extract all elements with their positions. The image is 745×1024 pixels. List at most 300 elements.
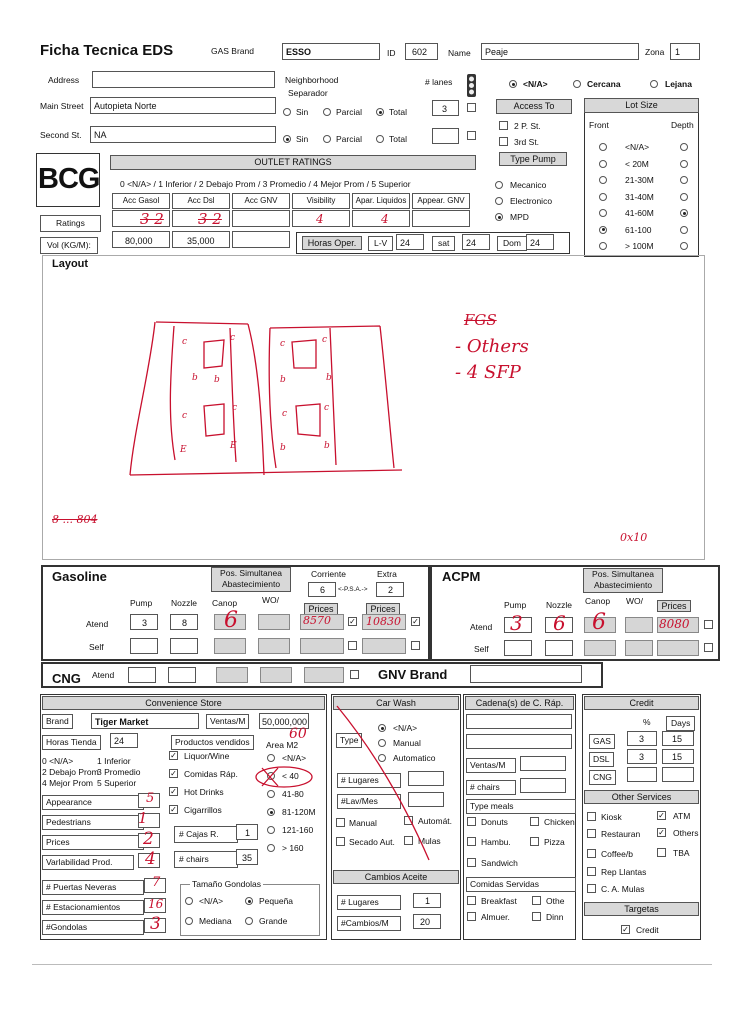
second-parcial-label: Parcial: [336, 134, 362, 144]
pizza-label: Pizza: [544, 837, 565, 847]
cambios-lugares-field[interactable]: 1: [413, 893, 441, 908]
svg-text:c: c: [324, 403, 330, 413]
credit-dsl-days[interactable]: 15: [662, 749, 694, 764]
sandwich-checkbox[interactable]: [467, 858, 476, 867]
mpd-radio[interactable]: [495, 213, 503, 221]
name-field[interactable]: Peaje: [481, 43, 639, 60]
cadena-name-field-2[interactable]: [466, 734, 572, 749]
dinn-label: Dinn: [546, 912, 564, 922]
svg-text:b: b: [324, 441, 330, 451]
chicken-label: Chicken: [544, 817, 575, 827]
area-label: Area M2: [266, 740, 299, 750]
layout-title: Layout: [52, 258, 89, 270]
puertas-label: # Puertas Neveras: [42, 880, 144, 895]
horas-tienda-label: Horas Tienda: [42, 735, 101, 750]
credit-gas-days[interactable]: 15: [662, 731, 694, 746]
cng-title: CNG: [52, 671, 81, 686]
acpm-nozzle-label: Nozzle: [546, 600, 572, 610]
product-label: Liquor/Wine: [184, 751, 230, 761]
main-total-label: Total: [389, 107, 407, 117]
chicken-checkbox[interactable]: [530, 817, 539, 826]
acpm-title: ACPM: [442, 569, 481, 584]
hw-acpm-price: 8080: [659, 617, 690, 631]
gas-wo-label: WO/: [262, 595, 279, 605]
almuer-checkbox[interactable]: [467, 912, 476, 921]
others-checkbox[interactable]: ✓: [658, 828, 665, 837]
coffee-label: Coffee/b: [601, 849, 633, 859]
rep-llantas-label: Rep Llantas: [601, 867, 647, 877]
hw-gondolas: 3: [150, 914, 161, 934]
separador-label: Separador: [288, 88, 328, 98]
rating-col-header: Appear. GNV: [412, 193, 470, 209]
hw-acpm-pump: 3: [510, 611, 523, 635]
rating-col-header: Apar. Liquidos: [352, 193, 410, 209]
gas-atend-nozzle[interactable]: 8: [170, 614, 198, 630]
area-radio[interactable]: [267, 844, 275, 852]
gas-prices-header-2: Prices: [366, 603, 400, 615]
mecanico-radio[interactable]: [495, 181, 503, 189]
donuts-checkbox[interactable]: [467, 817, 476, 826]
credit-cng-label: CNG: [589, 770, 616, 785]
extra-field[interactable]: 2: [376, 582, 404, 597]
lejana-radio[interactable]: [650, 80, 658, 88]
hw-appearance: 5: [146, 791, 155, 806]
corriente-label: Corriente: [311, 569, 346, 579]
product-checkbox[interactable]: ✓: [170, 769, 177, 778]
main-street-label: Main Street: [40, 101, 84, 111]
gas-atend-label: Atend: [86, 619, 109, 629]
second-lanes-field[interactable]: [432, 128, 459, 144]
id-field[interactable]: 602: [405, 43, 438, 60]
hw-puertas: 7: [152, 875, 161, 890]
gas-atend-pump[interactable]: 3: [130, 614, 158, 630]
lot-front-radio[interactable]: [599, 143, 607, 151]
svg-text:b: b: [280, 443, 286, 453]
zona-label: Zona: [645, 47, 665, 57]
bcg-logo: BCG: [38, 163, 100, 195]
acpm-self-label: Self: [474, 644, 489, 654]
acpm-atend-label: Atend: [470, 622, 493, 632]
neighborhood-label: Neighborhood: [285, 75, 339, 85]
hw-gas-price-2: 10830: [366, 615, 401, 628]
atm-label: ATM: [673, 811, 691, 821]
grande-radio[interactable]: [245, 917, 253, 925]
acpm-self-pump[interactable]: [504, 640, 532, 656]
proximity-na-radio[interactable]: [509, 80, 517, 88]
access-2pst-checkbox[interactable]: [499, 121, 508, 130]
lot-depth-radio[interactable]: [680, 160, 688, 168]
area-radio[interactable]: [267, 808, 275, 816]
area-option-label: 121-160: [282, 825, 314, 835]
gasoline-title: Gasoline: [52, 569, 107, 584]
address-label: Address: [48, 75, 80, 85]
svg-text:c: c: [182, 337, 188, 347]
carwash-manual-label: Manual: [393, 738, 421, 748]
pizza-checkbox[interactable]: [530, 837, 539, 846]
days-label: Days: [666, 716, 695, 731]
credit-gas-label: GAS: [589, 734, 615, 749]
atm-checkbox[interactable]: ✓: [658, 811, 665, 820]
store-header: Convenience Store: [42, 696, 325, 710]
access-to-header: Access To: [496, 99, 572, 114]
lot-size-label: 21-30M: [625, 175, 654, 185]
vol-dsl-field[interactable]: 35,000: [172, 231, 230, 248]
name-label: Name: [448, 48, 471, 58]
area-radio[interactable]: [267, 754, 275, 762]
lejana-label: Lejana: [665, 79, 692, 89]
gas-brand-field[interactable]: ESSO: [282, 43, 380, 60]
hw-prices: 2: [143, 829, 154, 849]
lot-size-label: 31-40M: [625, 191, 654, 202]
access-3rd-checkbox[interactable]: [499, 137, 508, 146]
carwash-lav-label: #Lav/Mes: [337, 794, 401, 809]
proximity-na-label: <N/A>: [523, 79, 548, 89]
acpm-atend-wo[interactable]: [625, 617, 653, 633]
credit-card-label: Credit: [636, 925, 659, 935]
kiosk-label: Kiosk: [601, 812, 622, 822]
dom-field[interactable]: 24: [526, 234, 554, 250]
pct-label: %: [643, 717, 651, 727]
carwash-lugares-label: # Lugares: [337, 773, 401, 788]
lv-label: L-V: [368, 236, 393, 251]
cadena-chairs-field[interactable]: [520, 778, 566, 793]
credit-dsl-pct[interactable]: 3: [627, 749, 657, 764]
othe-checkbox[interactable]: [532, 896, 541, 905]
horas-oper-header: Horas Oper.: [302, 236, 362, 250]
hw-rating-dsl: 3 2: [198, 210, 222, 228]
main-sin-radio[interactable]: [283, 108, 291, 116]
horas-tienda-field[interactable]: 24: [110, 733, 138, 748]
hw-others: - Others: [455, 336, 529, 357]
prices-label: Prices: [42, 835, 144, 850]
svg-text:E: E: [230, 441, 237, 451]
acpm-canop-label: Canop: [585, 596, 611, 606]
pequena-radio[interactable]: [245, 897, 253, 905]
lot-front-radio[interactable]: [599, 160, 607, 168]
lanes-checkbox[interactable]: [467, 103, 476, 112]
lanes-field[interactable]: 3: [432, 100, 459, 116]
lot-front-radio[interactable]: [599, 242, 607, 250]
zona-field[interactable]: 1: [670, 43, 700, 60]
store-chairs-label: # chairs: [174, 851, 238, 868]
lot-front-radio[interactable]: [599, 176, 607, 184]
hw-4-sfp: - 4 SFP: [455, 362, 521, 383]
lot-front-radio[interactable]: [599, 193, 607, 201]
gas-price2-checkbox[interactable]: ✓: [412, 617, 419, 626]
gas-brand-label: GAS Brand: [211, 46, 254, 56]
comidas-servidas-label: Comidas Servidas: [466, 877, 576, 892]
electronico-label: Electronico: [510, 196, 553, 206]
lot-depth-radio[interactable]: [680, 209, 688, 217]
svg-text:E: E: [180, 445, 187, 455]
area-option-label: <N/A>: [282, 753, 307, 763]
lot-depth-radio[interactable]: [680, 193, 688, 201]
tamano-na-radio[interactable]: [185, 897, 193, 905]
gas-pump-label: Pump: [130, 598, 153, 608]
acpm-pump-label: Pump: [504, 600, 527, 610]
secado-label: Secado Aut.: [349, 837, 395, 847]
gas-self-canop[interactable]: [214, 638, 246, 654]
hambu-checkbox[interactable]: [467, 837, 476, 846]
acpm-self-wo[interactable]: [625, 640, 653, 656]
hw-rating-visibility: 4: [316, 212, 324, 226]
acpm-self-price[interactable]: [657, 640, 699, 656]
svg-text:b: b: [326, 373, 332, 383]
outlet-ratings-header: OUTLET RATINGS: [110, 155, 476, 170]
mulas-label: Mulas: [418, 836, 441, 846]
product-label: Comidas Ráp.: [184, 769, 238, 779]
mpd-label: MPD: [510, 212, 529, 222]
coffee-checkbox[interactable]: [587, 849, 596, 858]
others-label: Others: [673, 828, 699, 838]
main-total-radio[interactable]: [376, 108, 384, 116]
rating-col-header: Visibility: [292, 193, 350, 209]
hw-struck-text: 8 ... 804: [52, 513, 98, 526]
estacionamientos-label: # Estacionamientos: [42, 900, 144, 915]
gas-atend-wo[interactable]: [258, 614, 290, 630]
hw-variabilidad: 4: [145, 849, 156, 869]
gas-self-price1-checkbox[interactable]: [348, 641, 357, 650]
type-meals-label: Type meals: [466, 799, 576, 814]
donuts-label: Donuts: [481, 817, 508, 827]
access-2pst-label: 2 P. St.: [514, 121, 541, 131]
svg-text:c: c: [280, 339, 286, 349]
gas-self-price2-checkbox[interactable]: [411, 641, 420, 650]
cng-canop-field[interactable]: [216, 667, 248, 683]
acpm-self-nozzle[interactable]: [545, 640, 573, 656]
hw-area-circle: [252, 764, 320, 790]
hw-gas-price-1: 8570: [303, 614, 331, 627]
lot-depth-radio[interactable]: [680, 242, 688, 250]
cercana-radio[interactable]: [573, 80, 581, 88]
scale-4: 4 Mejor Prom: [42, 778, 94, 788]
hw-area: 60: [289, 726, 307, 742]
area-option-label: < 40: [282, 771, 299, 781]
hw-acpm-nozzle: 6: [553, 611, 566, 635]
cajas-label: # Cajas R.: [174, 826, 238, 843]
second-parcial-radio[interactable]: [323, 135, 331, 143]
ratings-scale: 0 <N/A> / 1 Inferior / 2 Debajo Prom / 3 Promedio / 4 Mejor Prom / 5 Superior: [120, 179, 411, 189]
other-services-header: Other Services: [584, 790, 699, 804]
variabilidad-label: Varlabilidad Prod.: [42, 855, 134, 870]
productos-label: Productos vendidos: [171, 735, 254, 750]
cng-wo-field[interactable]: [260, 667, 292, 683]
scale-1: 1 Inferior: [97, 756, 131, 766]
almuer-label: Almuer.: [481, 912, 510, 922]
tamano-label: Tamaño Gondolas: [192, 879, 261, 889]
depth-label: Depth: [671, 120, 694, 130]
cambios-lugares-label: # Lugares: [337, 895, 401, 910]
svg-text:c: c: [322, 335, 328, 345]
carwash-na-label: <N/A>: [393, 723, 418, 733]
hw-acpm-canop: 6: [592, 610, 606, 635]
mediana-label: Mediana: [199, 916, 232, 926]
credit-gas-pct[interactable]: 3: [627, 731, 657, 746]
hw-carwash-strike: [333, 700, 459, 870]
lot-front-radio[interactable]: [599, 226, 607, 234]
sat-field[interactable]: 24: [462, 234, 490, 250]
traffic-light-icon: [463, 73, 481, 99]
second-sin-label: Sin: [296, 134, 309, 144]
cadena-ventas-field[interactable]: [520, 756, 566, 771]
gnv-brand-field[interactable]: [470, 665, 582, 683]
cng-price-checkbox[interactable]: [350, 670, 359, 679]
svg-text:b: b: [280, 375, 286, 385]
main-parcial-radio[interactable]: [323, 108, 331, 116]
store-brand-label: Brand: [42, 714, 73, 729]
layout-sketch: [120, 310, 410, 485]
cng-nozzle-field[interactable]: [168, 667, 196, 683]
gas-price1-checkbox[interactable]: ✓: [349, 617, 356, 626]
vol-gnv-field[interactable]: [232, 231, 290, 248]
store-chairs-field[interactable]: 35: [236, 849, 258, 865]
rep-llantas-checkbox[interactable]: [587, 867, 596, 876]
ratings-row-label: Ratings: [40, 215, 101, 232]
lot-depth-radio[interactable]: [680, 226, 688, 234]
gas-self-pump[interactable]: [130, 638, 158, 654]
product-label: Cigarrillos: [184, 805, 222, 815]
gondolas-label: #Gondolas: [42, 920, 144, 935]
breakfast-label: Breakfast: [481, 896, 517, 906]
tamano-na-label: <N/A>: [199, 896, 224, 906]
gas-prices-header-1: Prices: [304, 603, 338, 615]
tamano-frame: [180, 884, 320, 936]
vol-gasol-field[interactable]: 80,000: [112, 231, 170, 248]
hw-gas-canop: 6: [224, 608, 238, 633]
lot-depth-radio[interactable]: [680, 176, 688, 184]
cercana-label: Cercana: [587, 79, 621, 89]
gas-self-nozzle[interactable]: [170, 638, 198, 654]
cadena-chairs-label: # chairs: [466, 780, 516, 795]
dinn-checkbox[interactable]: [532, 912, 541, 921]
targetas-header: Targetas: [584, 902, 699, 916]
rating-field[interactable]: [232, 210, 290, 227]
hw-rating-apar: 4: [381, 212, 389, 226]
ca-mulas-checkbox[interactable]: [587, 884, 596, 893]
lot-size-label: > 100M: [625, 241, 654, 251]
svg-text:c: c: [182, 411, 188, 421]
cambios-m-label: #Cambios/M: [337, 916, 401, 931]
product-checkbox[interactable]: ✓: [170, 787, 177, 796]
acpm-pos-header: Pos. Simultanea Abastecimiento: [583, 568, 663, 593]
second-total-radio[interactable]: [376, 135, 384, 143]
lot-front-radio[interactable]: [599, 209, 607, 217]
acpm-self-price-checkbox[interactable]: [704, 643, 713, 652]
cadena-name-field[interactable]: [466, 714, 572, 729]
hw-oxo: 0x10: [620, 531, 648, 544]
area-option-label: 41-80: [282, 789, 304, 799]
acpm-self-canop[interactable]: [584, 640, 616, 656]
electronico-radio[interactable]: [495, 197, 503, 205]
area-option-label: > 160: [282, 843, 304, 853]
store-brand-field[interactable]: Tiger Market: [91, 713, 199, 729]
hw-rating-gasol: 3 2: [140, 210, 164, 228]
type-pump-header: Type Pump: [499, 152, 567, 166]
product-checkbox[interactable]: ✓: [170, 751, 177, 760]
gas-self-label: Self: [89, 642, 104, 652]
ventas-label: Ventas/M: [206, 714, 249, 729]
extra-label: Extra: [377, 569, 397, 579]
breakfast-checkbox[interactable]: [467, 896, 476, 905]
rating-col-header: Acc Gasol: [112, 193, 170, 209]
lot-size-label: < 20M: [625, 158, 649, 169]
cadena-ventas-label: Ventas/M: [466, 758, 516, 773]
credit-cng-days[interactable]: [662, 767, 694, 782]
product-checkbox[interactable]: ✓: [170, 805, 177, 814]
scale-0: 0 <N/A>: [42, 756, 74, 766]
restauran-label: Restauran: [601, 829, 641, 839]
address-field[interactable]: [92, 71, 275, 88]
pequena-label: Pequeña: [259, 896, 294, 906]
tba-label: TBA: [673, 848, 690, 858]
svg-text:b: b: [192, 373, 198, 383]
gas-self-wo[interactable]: [258, 638, 290, 654]
area-radio[interactable]: [267, 826, 275, 834]
cng-pump-field[interactable]: [128, 667, 156, 683]
hw-strike-note: FGS: [464, 311, 497, 329]
credit-card-checkbox[interactable]: ✓: [622, 925, 629, 934]
gas-self-price-2[interactable]: [362, 638, 406, 654]
product-label: Hot Drinks: [184, 787, 224, 797]
lot-size-header: Lot Size: [584, 98, 699, 113]
acpm-price-checkbox[interactable]: [704, 620, 713, 629]
lot-depth-radio[interactable]: [680, 143, 688, 151]
lv-field[interactable]: 24: [396, 234, 424, 250]
svg-text:c: c: [230, 333, 236, 343]
area-radio[interactable]: [267, 790, 275, 798]
cng-price-field[interactable]: [304, 667, 344, 683]
rating-field[interactable]: [412, 210, 470, 227]
second-lanes-checkbox[interactable]: [467, 131, 476, 140]
rating-col-header: Acc Dsl: [172, 193, 230, 209]
cajas-field[interactable]: 1: [236, 824, 258, 840]
main-parcial-label: Parcial: [336, 107, 362, 117]
carwash-manual2-label: Manual: [349, 818, 377, 828]
main-sin-label: Sin: [296, 107, 309, 117]
gas-nozzle-label: Nozzle: [171, 598, 197, 608]
scale-3: 3 Promedio: [97, 767, 141, 777]
mediana-radio[interactable]: [185, 917, 193, 925]
ca-mulas-label: C. A. Mulas: [601, 884, 645, 894]
credit-dsl-label: DSL: [589, 752, 614, 767]
gas-self-price-1[interactable]: [300, 638, 344, 654]
corriente-field[interactable]: 6: [308, 582, 336, 597]
second-total-label: Total: [389, 134, 407, 144]
restauran-checkbox[interactable]: [587, 829, 596, 838]
gasoline-pos-header: Pos. Simultanea Abastecimiento: [211, 567, 291, 592]
form-title: Ficha Tecnica EDS: [40, 42, 174, 59]
lanes-label: # lanes: [425, 77, 453, 87]
psa-label: <-P.S.A.->: [338, 586, 368, 593]
area-option-label: 81-120M: [282, 807, 316, 817]
sat-label: sat: [432, 236, 455, 251]
hw-estacionamientos: 16: [148, 897, 164, 911]
svg-text:c: c: [232, 403, 238, 413]
kiosk-checkbox[interactable]: [587, 812, 596, 821]
svg-text:b: b: [214, 375, 220, 385]
tba-checkbox[interactable]: [657, 848, 666, 857]
second-street-field[interactable]: NA: [90, 126, 276, 143]
main-street-field[interactable]: Autopieta Norte: [90, 97, 276, 114]
scale-2: 2 Debajo Prom: [42, 767, 99, 777]
cambios-m-field[interactable]: 20: [413, 914, 441, 929]
cambios-header: Cambios Aceite: [333, 870, 459, 884]
credit-cng-pct[interactable]: [627, 767, 657, 782]
second-sin-radio[interactable]: [283, 135, 291, 143]
rating-col-header: Acc GNV: [232, 193, 290, 209]
ventas-field[interactable]: 50,000,000: [259, 713, 309, 729]
id-label: ID: [387, 48, 396, 58]
